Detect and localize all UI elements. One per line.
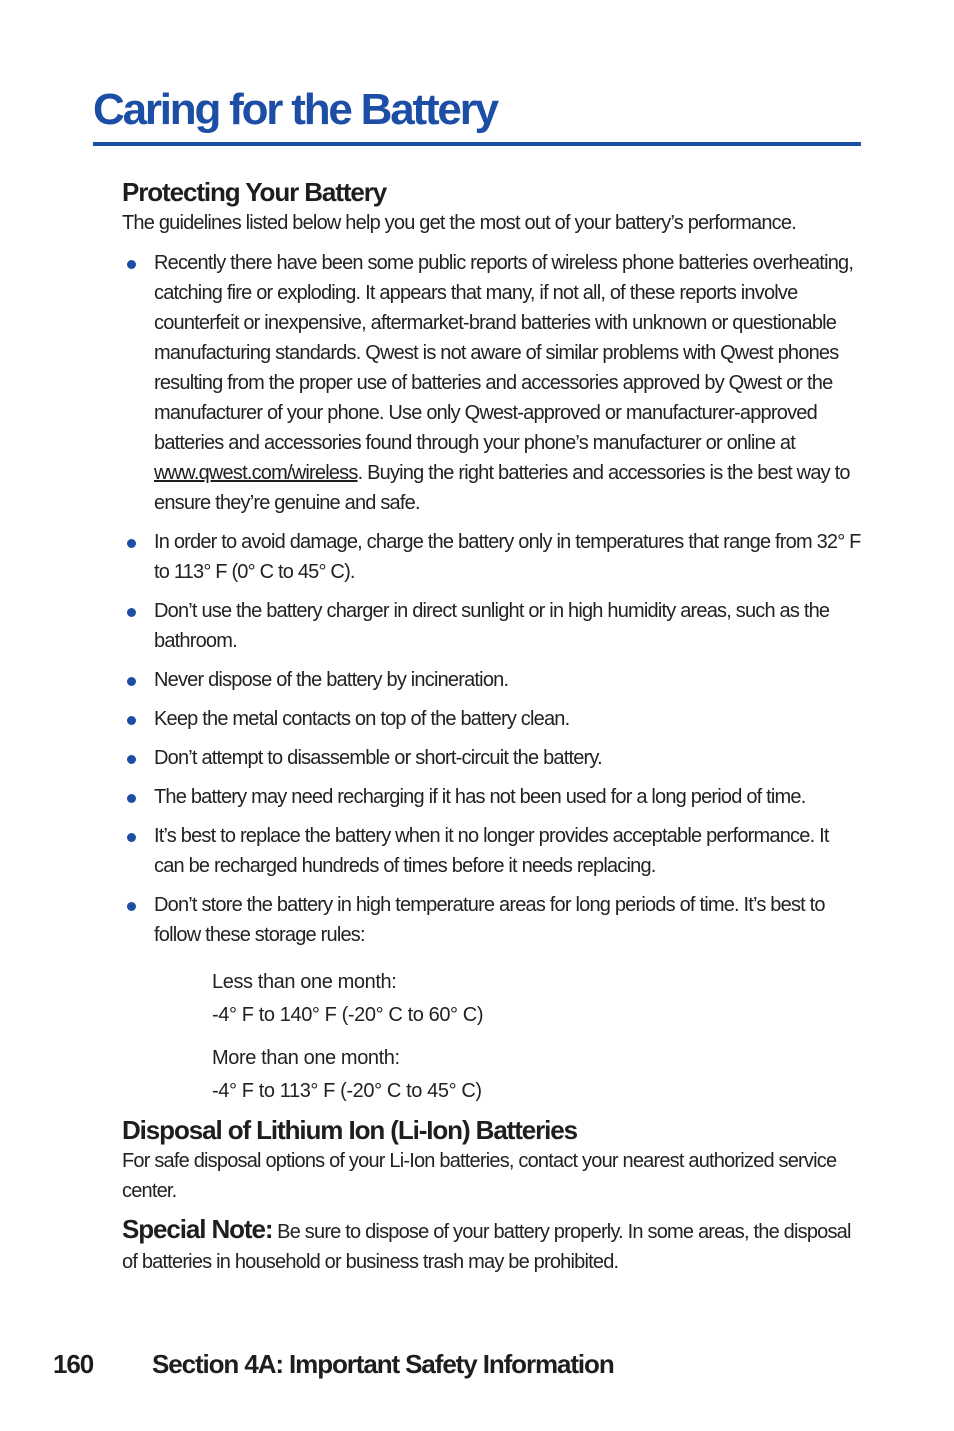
storage-more-label: More than one month: [212, 1047, 400, 1069]
special-note [122, 1214, 862, 1277]
list-item [122, 782, 862, 812]
list-item-text: The battery may need recharging if it has not been used for a long period of time. [154, 786, 806, 808]
list-item [122, 743, 862, 773]
bullet-dot-icon [127, 794, 136, 803]
disposal-heading: Disposal of Lithium Ion (Li-Ion) Batteries [122, 1115, 578, 1145]
list-item-text: In order to avoid damage, charge the battery only in temperatures that range from 32° F to 113° F (0° C to 45° C). [154, 531, 861, 583]
list-item [122, 596, 862, 656]
storage-less-range: -4° F to 140° F (-20° C to 60° C) [212, 1004, 484, 1026]
qwest-wireless-link[interactable]: www.qwest.com/wireless [154, 462, 358, 484]
bullet-dot-icon [127, 260, 136, 269]
page-number: 160 [53, 1349, 94, 1379]
bullet-dot-icon [127, 755, 136, 764]
list-item-text: Recently there have been some public reports of wireless phone batteries overheating, catching fire or exploding. It appears that many, if not all, of these reports involve counterfeit or inexpensive, aftermarket-brand batteries with unknown or questionable manufacturing standards. Qwest is not aware of similar problems with Qwest phones resulting from the proper use of batteries and accessories approved by Qwest or the manufacturer of your phone. Use only Qwest-approved or manufacturer-approved batteries and accessories found through your phone’s manufacturer or online at [154, 252, 854, 454]
disposal-text: For safe disposal options of your Li-Ion batteries, contact your nearest authorized service center. [122, 1150, 837, 1202]
guideline-list [122, 248, 862, 959]
bullet-dot-icon [127, 608, 136, 617]
list-item [122, 527, 862, 587]
bullet-dot-icon [127, 833, 136, 842]
protecting-intro: The guidelines listed below help you get the most out of your battery’s performance. [122, 212, 796, 234]
storage-more-range: -4° F to 113° F (-20° C to 45° C) [212, 1080, 482, 1102]
page-title: Caring for the Battery [93, 85, 497, 134]
list-item-text: . Buying the right batteries and accessories is the best way to ensure they’re genuine and safe. [154, 462, 850, 514]
list-item-text: Keep the metal contacts on top of the battery clean. [154, 708, 570, 730]
bullet-dot-icon [127, 539, 136, 548]
bullet-dot-icon [127, 716, 136, 725]
list-item [122, 665, 862, 695]
special-note-text: Be sure to dispose of your battery properly. In some areas, the disposal of batteries in household or business trash may be prohibited. [122, 1221, 851, 1273]
list-item [122, 890, 862, 950]
section-title: Section 4A: Important Safety Information [152, 1349, 614, 1379]
special-note-label: Special Note: [122, 1214, 273, 1244]
title-rule [93, 142, 861, 146]
list-item [122, 704, 862, 734]
list-item [122, 821, 862, 881]
bullet-dot-icon [127, 677, 136, 686]
list-item-text: Don’t store the battery in high temperature areas for long periods of time. It’s best to follow these storage rules: [154, 894, 825, 946]
list-item [122, 248, 862, 518]
list-item-text: It’s best to replace the battery when it no longer provides acceptable performance. It can be recharged hundreds of times before it needs replacing. [154, 825, 829, 877]
protecting-heading: Protecting Your Battery [122, 177, 387, 207]
list-item-text: Don’t use the battery charger in direct sunlight or in high humidity areas, such as the bathroom. [154, 600, 830, 652]
list-item-text: Don’t attempt to disassemble or short-circuit the battery. [154, 747, 602, 769]
list-item-text: Never dispose of the battery by incineration. [154, 669, 509, 691]
bullet-dot-icon [127, 902, 136, 911]
storage-less-label: Less than one month: [212, 971, 397, 993]
